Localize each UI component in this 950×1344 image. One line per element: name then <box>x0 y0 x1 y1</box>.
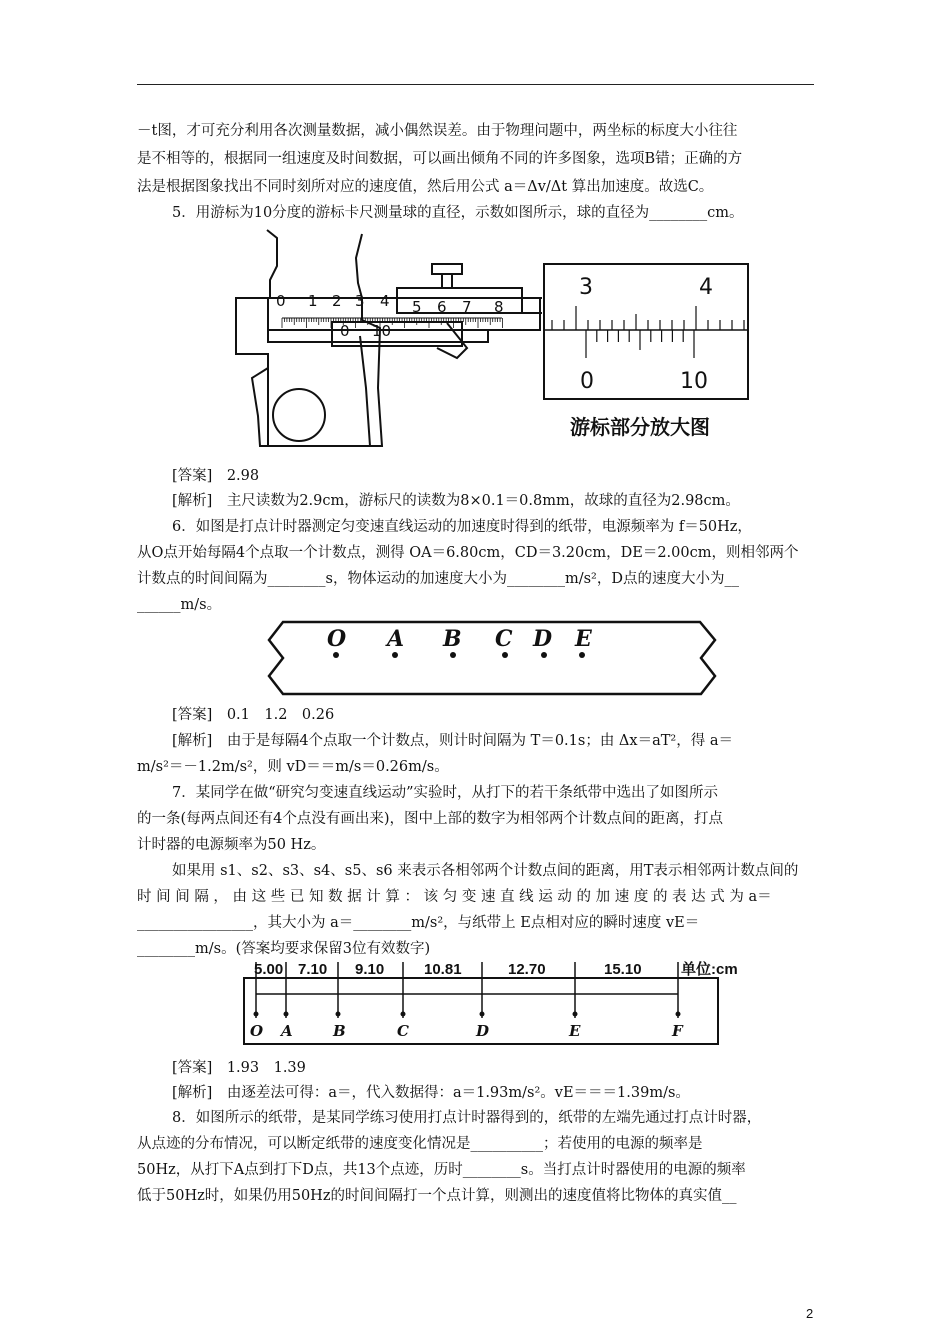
tape7-dot <box>401 1012 406 1017</box>
tape7-label: A <box>281 1022 293 1040</box>
answer-7: [答案] 1.93 1.39 <box>172 1060 306 1076</box>
paper-tape-6 <box>265 618 725 698</box>
tape6-dot <box>541 652 547 658</box>
text-line: 法是根据图象找出不同时刻所对应的速度值，然后用公式 a＝Δv/Δt 算出加速度。故选C。 <box>137 179 714 195</box>
tape7-dot <box>573 1012 578 1017</box>
tape7-dot <box>284 1012 289 1017</box>
tape6-dot <box>450 652 456 658</box>
tape7-label: C <box>397 1022 409 1040</box>
question-7: 计时器的电源频率为50 Hz。 <box>137 837 326 853</box>
question-7: 时 间 间 隔 ， 由 这 些 已 知 数 据 计 算 ： 该 匀 变 速 直 线 运 动 的 加 速 度 的 表 达 式 为 a＝ <box>137 889 772 905</box>
tape6-dot <box>392 652 398 658</box>
answer-6: [答案] 0.1 1.2 0.26 <box>172 707 335 723</box>
main-scale-label: 6 <box>437 298 447 316</box>
tape7-dot <box>676 1012 681 1017</box>
text-line: －t图，才可充分利用各次测量数据，减小偶然误差。由于物理问题中，两坐标的标度大小往往 <box>137 123 738 139</box>
tape6-label: B <box>443 626 462 652</box>
tape7-distance: 5.00 <box>254 961 284 978</box>
main-scale-label: 1 <box>308 292 318 310</box>
main-scale-label: 2 <box>332 292 342 310</box>
zoom-caption: 游标部分放大图 <box>570 415 710 439</box>
question-6: ______m/s。 <box>137 597 222 613</box>
question-8: 8．如图所示的纸带，是某同学练习使用打点计时器得到的，纸带的左端先通过打点计时器， <box>172 1110 762 1126</box>
question-6: 计数点的时间间隔为________s，物体运动的加速度大小为________m/s²，D点的速度大小为__ <box>137 571 739 587</box>
explanation-5: [解析] 主尺读数为2.9cm，游标尺的读数为8×0.1＝0.8mm，故球的直径为2.98cm。 <box>172 493 740 509</box>
tape6-label: E <box>575 626 592 652</box>
zoom-vernier-label: 0 <box>580 369 594 394</box>
zoom-vernier-label: 10 <box>680 369 708 394</box>
tape6-dot <box>502 652 508 658</box>
vernier-scale-label: 0 <box>340 322 350 340</box>
question-5: 5．用游标为10分度的游标卡尺测量球的直径，示数如图所示，球的直径为________cm。 <box>172 205 744 221</box>
explanation-7: [解析] 由逐差法可得：a＝，代入数据得：a＝1.93m/s²。vE＝＝＝1.39m/s。 <box>172 1085 690 1101</box>
question-8: 50Hz，从打下A点到打下D点，共13个点迹，历时________s。当打点计时器使用的电源的频率 <box>137 1162 746 1178</box>
tape7-distance: 10.81 <box>424 961 462 978</box>
tape7-unit: 单位:cm <box>681 961 738 978</box>
tape7-dot <box>336 1012 341 1017</box>
tape7-distance: 15.10 <box>604 961 642 978</box>
page-number: 2 <box>806 1306 814 1321</box>
question-7: 的一条(每两点间还有4个点没有画出来)，图中上部的数字为相邻两个计数点间的距离，打点 <box>137 811 724 827</box>
tape6-label: O <box>327 626 347 652</box>
zoom-main-label: 4 <box>699 275 713 300</box>
question-8: 从点迹的分布情况，可以断定纸带的速度变化情况是__________；若使用的电源的频率是 <box>137 1136 703 1152</box>
question-7: 7．某同学在做“研究匀变速直线运动”实验时，从打下的若干条纸带中选出了如图所示 <box>172 785 719 801</box>
main-scale-label: 8 <box>494 298 504 316</box>
explanation-6: [解析] 由于是每隔4个点取一个计数点，则计时间隔为 T＝0.1s；由 Δx＝aT²，得 a＝ <box>172 733 733 749</box>
vernier-scale-label: 10 <box>372 322 392 340</box>
main-scale-label: 0 <box>276 292 286 310</box>
question-7: ________________，其大小为 a＝________m/s²，与纸带上 E点相对应的瞬时速度 vE＝ <box>137 915 700 931</box>
main-scale-label: 4 <box>380 292 390 310</box>
question-6: 6．如图是打点计时器测定匀变速直线运动的加速度时得到的纸带，电源频率为 f＝50Hz， <box>172 519 752 535</box>
tape7-dot <box>480 1012 485 1017</box>
question-7: ________m/s。(答案均要求保留3位有效数字) <box>137 941 431 957</box>
tape7-distance: 12.70 <box>508 961 546 978</box>
zoom-box <box>544 264 748 399</box>
question-6: 从O点开始每隔4个点取一个计数点，测得 OA＝6.80cm，CD＝3.20cm，DE＝2.00cm，则相邻两个 <box>137 545 799 561</box>
tape7-label: D <box>476 1022 490 1040</box>
question-8: 低于50Hz时，如果仍用50Hz的时间间隔打一个点计算，则测出的速度值将比物体的真实值__ <box>137 1188 737 1204</box>
tape7-label: O <box>250 1022 264 1040</box>
tape7-label: B <box>333 1022 346 1040</box>
header-rule <box>137 84 814 85</box>
tape6-dot <box>333 652 339 658</box>
paper-tape-7 <box>240 958 738 1048</box>
tape6-label: A <box>387 626 405 652</box>
main-scale-label: 3 <box>355 292 365 310</box>
tape7-distance: 9.10 <box>355 961 385 978</box>
text-line: 是不相等的，根据同一组速度及时间数据，可以画出倾角不同的许多图象，选项B错；正确的方 <box>137 151 743 167</box>
tape6-label: C <box>495 626 513 652</box>
main-scale-label: 7 <box>462 298 472 316</box>
main-scale-label: 5 <box>412 298 422 316</box>
zoom-main-label: 3 <box>579 275 593 300</box>
tape7-label: F <box>672 1022 683 1040</box>
caliper-figure <box>232 228 752 460</box>
tape7-label: E <box>569 1022 581 1040</box>
answer-5: [答案] 2.98 <box>172 468 260 484</box>
question-7: 如果用 s1、s2、s3、s4、s5、s6 来表示各相邻两个计数点间的距离，用T表示相邻两计数点间的 <box>172 863 799 879</box>
tape7-distance: 7.10 <box>298 961 328 978</box>
explanation-6: m/s²＝－1.2m/s²，则 vD＝＝m/s＝0.26m/s。 <box>137 759 449 775</box>
tape7-dot <box>254 1012 259 1017</box>
tape6-label: D <box>533 626 553 652</box>
tape6-dot <box>579 652 585 658</box>
